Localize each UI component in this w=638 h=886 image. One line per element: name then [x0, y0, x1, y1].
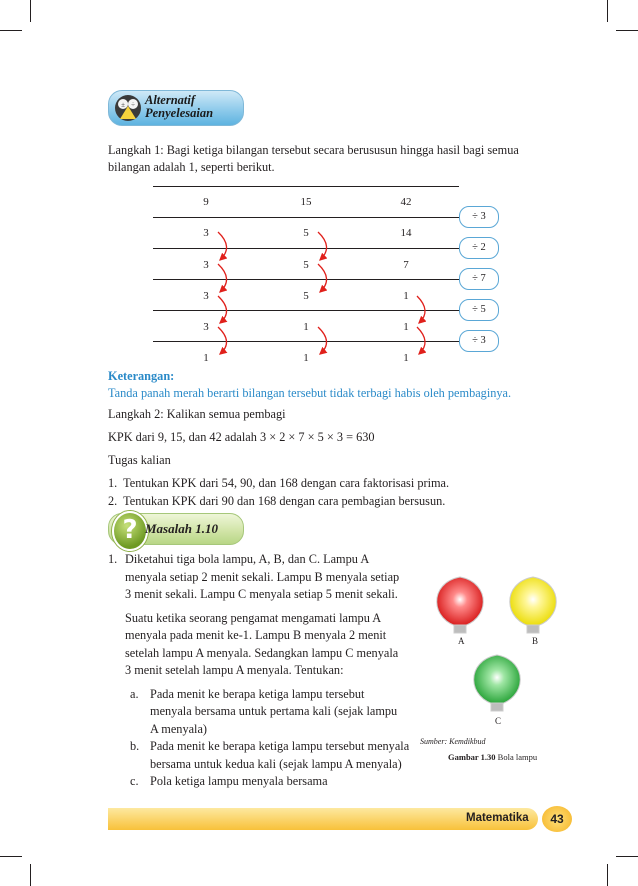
tugas-title: Tugas kalian	[108, 453, 171, 467]
table-cell: 1	[303, 321, 309, 333]
bulb-a	[437, 577, 484, 633]
bulb-label-a: A	[458, 636, 465, 646]
problem-line: menyala pada menit ke-1. Lampu B menyala 2 menit	[125, 628, 387, 642]
sub-label: c.	[130, 774, 139, 788]
intro-paragraph: Langkah 1: Bagi ketiga bilangan tersebut secara berususun hingga hasil bagi semua bilangan adalah 1, seperti berikut.	[108, 143, 519, 174]
masalah-badge	[108, 513, 244, 545]
table-cell: 7	[403, 259, 409, 271]
table-cell: 3	[203, 227, 209, 239]
bulb-label-c: C	[495, 716, 502, 726]
step2-text: Langkah 2: Kalikan semua pembagi	[108, 407, 286, 421]
divisor-pill: ÷ 3	[459, 330, 499, 352]
sub-line: bersama untuk kedua kali (sejak lampu A menyala)	[150, 756, 402, 771]
table-cell: 15	[300, 196, 312, 208]
masalah-label	[145, 521, 218, 537]
sub-line: Pola ketiga lampu menyala bersama	[150, 774, 328, 788]
sub-line: Pada menit ke berapa ketiga lampu tersebut menyala	[150, 739, 410, 753]
table-cell: 42	[400, 196, 412, 208]
masalah-word: Masalah	[145, 521, 192, 536]
table-cell: 3	[203, 259, 209, 271]
sub-line: Pada menit ke berapa ketiga lampu tersebut	[150, 686, 365, 701]
arrow	[218, 327, 227, 354]
table-cell: 5	[303, 290, 309, 302]
arrow	[218, 296, 227, 323]
caption-bold: Gambar 1.30	[448, 752, 496, 762]
table-cell: 1	[403, 352, 409, 364]
table-cell: 1	[203, 352, 209, 364]
divisor-pill: ÷ 7	[459, 268, 499, 290]
tugas-item-2: 2. Tentukan KPK dari 90 dan 168 dengan cara pembagian bersusun.	[108, 494, 446, 508]
svg-text:±: ±	[121, 101, 125, 109]
figure-caption	[448, 752, 537, 762]
arrow	[417, 327, 425, 354]
problem-line: menyala setiap 2 menit sekali. Lampu B menyala setiap	[125, 569, 400, 584]
keterangan-title: Keterangan:	[108, 369, 175, 383]
arrow	[218, 232, 227, 260]
table-cell: 3	[203, 321, 209, 333]
page-number: 43	[542, 806, 572, 832]
problem-line: 3 menit sekali. Lampu C menyala setiap 5 menit sekali.	[125, 587, 398, 601]
masalah-number: 1.10	[195, 521, 218, 536]
problem-line: 3 menit setelah lampu A menyala. Tentukan:	[125, 663, 344, 677]
arrow	[417, 296, 425, 323]
arrow	[318, 264, 327, 292]
bulb-b	[510, 577, 557, 633]
divisor-pill: ÷ 2	[459, 237, 499, 259]
problem-line: Suatu ketika seorang pengamat mengamati lampu A	[125, 610, 382, 625]
table-cell: 5	[303, 259, 309, 271]
sub-label: a.	[130, 686, 139, 701]
table-cell: 1	[403, 290, 409, 302]
problem-number: 1.	[108, 552, 118, 566]
sub-line: menyala bersama untuk pertama kali (sejak lampu	[150, 704, 398, 718]
figure-source: Sumber: Kemdikbud	[420, 737, 486, 746]
problem-line: setelah lampu A menyala. Sedangkan lampu C menyala	[125, 645, 399, 660]
caption-text: Bola lampu	[497, 752, 538, 762]
bulb-label-b: B	[532, 636, 539, 646]
divisor-pill: ÷ 3	[459, 206, 499, 228]
question-icon: ?	[112, 511, 148, 551]
kpk-result: KPK dari 9, 15, dan 42 adalah 3 × 2 × 7 × 5 × 3 = 630	[108, 430, 375, 444]
table-cell: 1	[303, 352, 309, 364]
bulb-c	[474, 655, 521, 711]
table-cell: 1	[403, 321, 409, 333]
arrow	[318, 232, 327, 260]
footer-title: Matematika	[466, 812, 529, 824]
table-cell: 3	[203, 290, 209, 302]
bulb-figure	[420, 565, 570, 735]
badge-title-line2: Penyelesaian	[145, 106, 214, 120]
badge-title-line1: Alternatif	[145, 93, 196, 107]
tugas-item-1: 1. Tentukan KPK dari 54, 90, dan 168 dengan cara faktorisasi prima.	[108, 476, 450, 490]
arrow	[218, 264, 227, 292]
arrow	[318, 327, 327, 354]
problem-line: Diketahui tiga bola lampu, A, B, dan C. Lampu A	[125, 552, 370, 566]
keterangan-text: Tanda panah merah berarti bilangan tersebut tidak terbagi habis oleh pembaginya.	[108, 386, 512, 400]
svg-text:÷: ÷	[131, 101, 135, 109]
sub-line: A menyala)	[150, 721, 208, 736]
table-cell: 5	[303, 227, 309, 239]
table-cell: 9	[203, 196, 209, 208]
table-cell: 14	[400, 227, 412, 239]
divisor-pill: ÷ 5	[459, 299, 499, 321]
sub-label: b.	[130, 739, 140, 753]
